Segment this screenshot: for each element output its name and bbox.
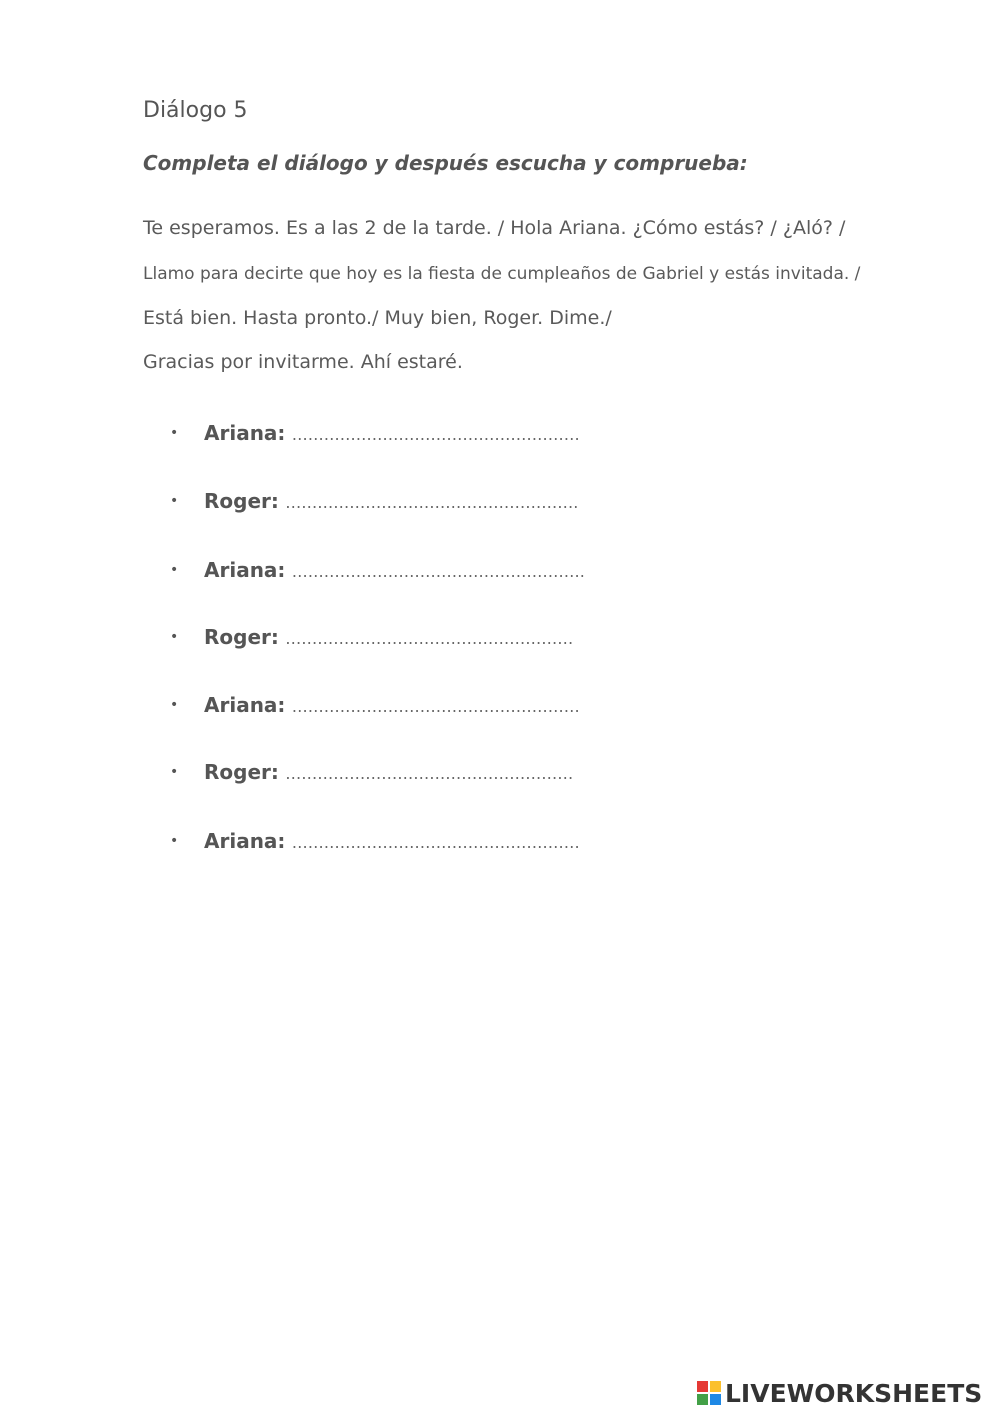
logo-squares-icon: [697, 1381, 721, 1405]
bullet-icon: •: [170, 425, 179, 441]
answer-blank[interactable]: ………………………………………………: [291, 833, 580, 852]
dialogue-line: [170, 558, 585, 582]
answer-blank[interactable]: ………………………………………………: [285, 764, 574, 783]
bullet-icon: •: [170, 629, 179, 645]
speaker-label: Ariana:: [204, 421, 286, 445]
dialogue-line: [170, 421, 580, 445]
answer-blank[interactable]: ………………………………………………: [291, 425, 580, 444]
word-bank-line: Te esperamos. Es a las 2 de la tarde. / Hola Ariana. ¿Cómo estás? / ¿Aló? /: [143, 217, 846, 239]
bullet-icon: •: [170, 562, 179, 578]
answer-blank[interactable]: ……………………………………………….: [285, 493, 579, 512]
dialogue-line: [170, 829, 580, 853]
dialogue-line: [170, 693, 580, 717]
answer-blank[interactable]: ………………………………………………: [285, 629, 574, 648]
speaker-label: Ariana:: [204, 829, 286, 853]
word-bank-line: Llamo para decirte que hoy es la fiesta de cumpleaños de Gabriel y estás invitada. /: [143, 264, 861, 284]
answer-blank[interactable]: ………………………………………………: [291, 697, 580, 716]
logo-text: LIVEWORKSHEETS: [725, 1378, 983, 1408]
answer-blank[interactable]: ……………………………………………….: [291, 562, 585, 581]
instruction-text: Completa el diálogo y después escucha y comprueba:: [143, 151, 748, 175]
logo-square: [710, 1394, 721, 1405]
bullet-icon: •: [170, 493, 179, 509]
word-bank-line: Gracias por invitarme. Ahí estaré.: [143, 351, 463, 373]
speaker-label: Roger:: [204, 760, 279, 784]
logo-square: [697, 1394, 708, 1405]
speaker-label: Roger:: [204, 625, 279, 649]
speaker-label: Roger:: [204, 489, 279, 513]
bullet-icon: •: [170, 833, 179, 849]
liveworksheets-logo: [697, 1377, 982, 1409]
page-title: Diálogo 5: [143, 98, 248, 123]
bullet-icon: •: [170, 764, 179, 780]
logo-square: [697, 1381, 708, 1392]
speaker-label: Ariana:: [204, 693, 286, 717]
dialogue-line: [170, 760, 573, 784]
speaker-label: Ariana:: [204, 558, 286, 582]
word-bank-line: Está bien. Hasta pronto./ Muy bien, Roger. Dime./: [143, 307, 612, 329]
logo-square: [710, 1381, 721, 1392]
dialogue-line: [170, 489, 578, 513]
dialogue-line: [170, 625, 573, 649]
bullet-icon: •: [170, 697, 179, 713]
